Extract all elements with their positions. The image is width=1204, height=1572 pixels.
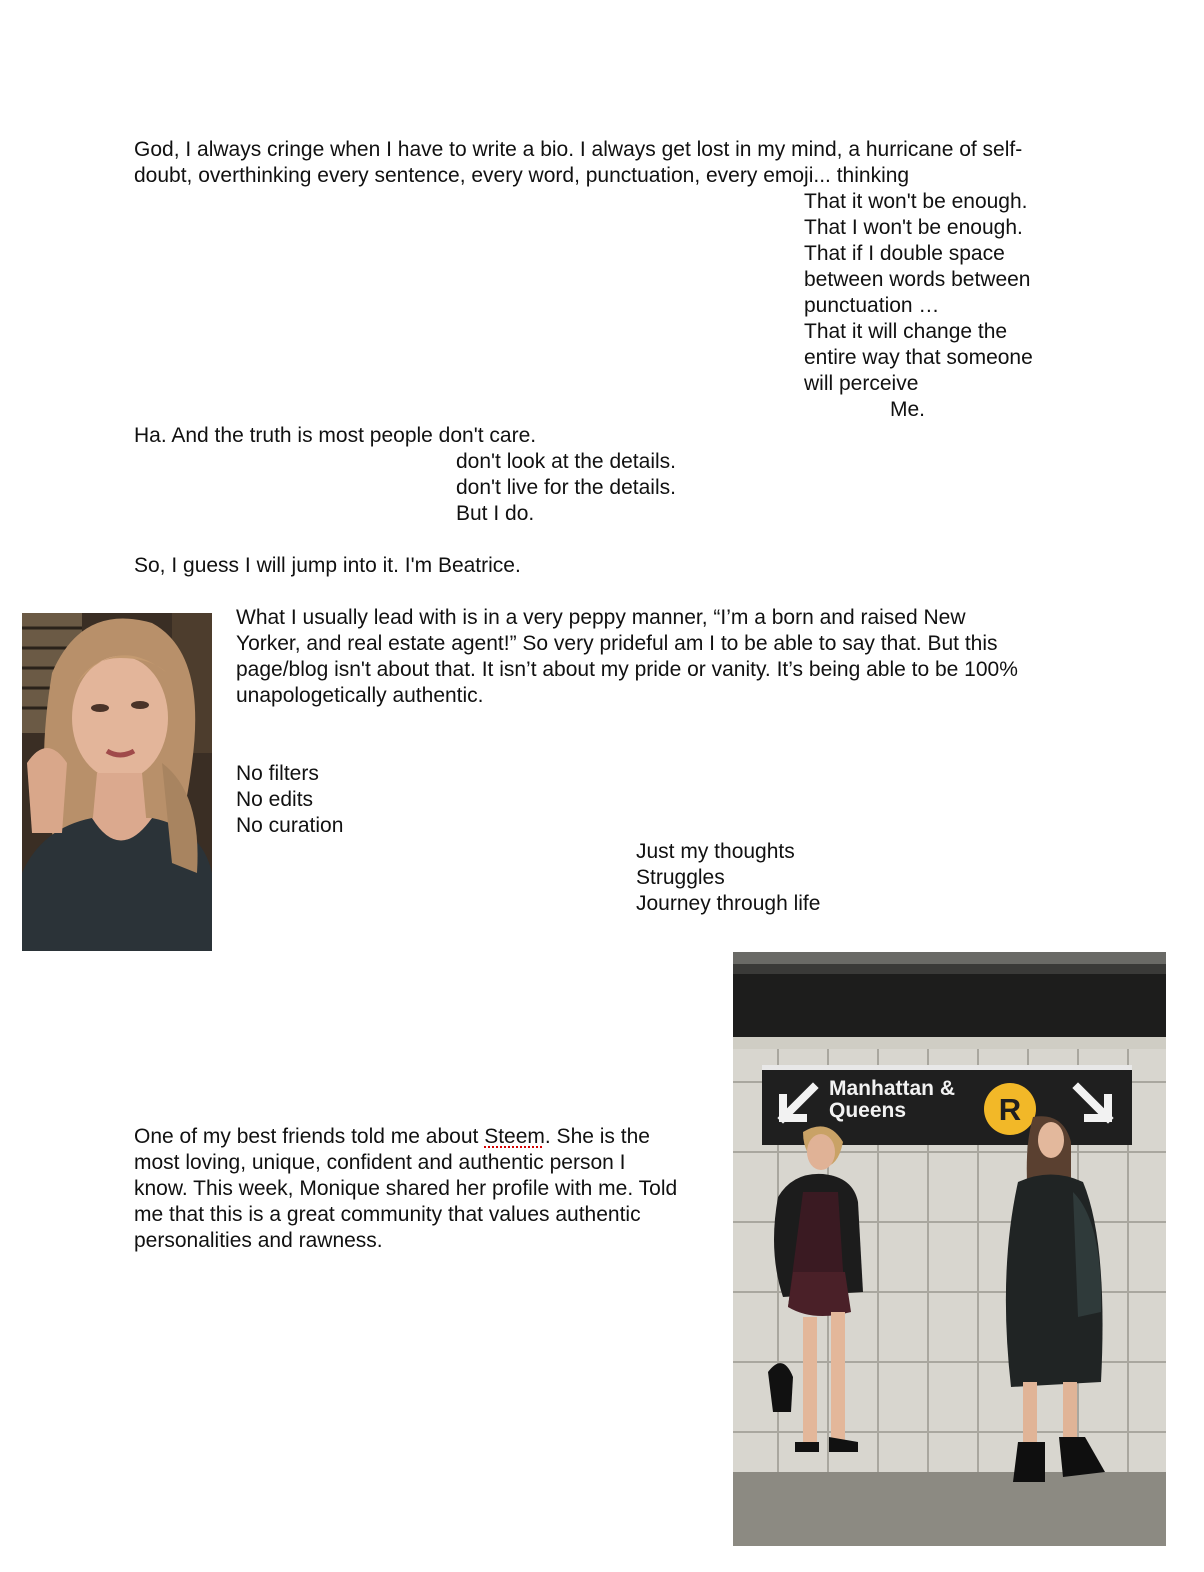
intro-paragraph bbox=[134, 137, 1022, 189]
doubt-line: That if I double space bbox=[804, 242, 1005, 265]
selfie-photo bbox=[22, 613, 212, 951]
truth-list bbox=[456, 449, 676, 527]
doubt-line: punctuation … bbox=[804, 294, 940, 317]
lead-line: Yorker, and real estate agent!” So very prideful am I to be able to say that. But this bbox=[236, 632, 998, 655]
doubt-line: will perceive bbox=[804, 372, 919, 395]
truth-line: Ha. And the truth is most people don't care. bbox=[134, 424, 537, 447]
doubt-me: Me. bbox=[890, 398, 926, 421]
doubts-list bbox=[804, 189, 1033, 423]
doubt-line: between words between bbox=[804, 268, 1031, 291]
doubt-line: That it won't be enough. bbox=[804, 190, 1028, 213]
just-item: Journey through life bbox=[636, 892, 821, 915]
friend-line-1-start: One of my best friends told me about bbox=[134, 1125, 485, 1148]
lead-line: What I usually lead with is in a very peppy manner, “I’m a born and raised New bbox=[236, 606, 966, 629]
friend-line: me that this is a great community that values authentic bbox=[134, 1203, 641, 1226]
intro-line-2: doubt, overthinking every sentence, every word, punctuation, every emoji... thinking bbox=[134, 164, 910, 187]
truth-item: But I do. bbox=[456, 502, 535, 525]
friend-line: most loving, unique, confident and authentic person I bbox=[134, 1151, 626, 1174]
lead-paragraph bbox=[236, 605, 1018, 709]
doubt-line: That it will change the bbox=[804, 320, 1008, 343]
truth-item: don't live for the details. bbox=[456, 476, 676, 499]
lead-line: page/blog isn't about that. It isn’t about my pride or vanity. It’s being able to be 100% bbox=[236, 658, 1018, 681]
sign-line-2: Queens bbox=[829, 1099, 907, 1122]
no-item: No curation bbox=[236, 814, 344, 837]
no-item: No filters bbox=[236, 762, 319, 785]
doubt-line: entire way that someone bbox=[804, 346, 1033, 369]
friend-line: personalities and rawness. bbox=[134, 1229, 383, 1252]
subway-photo bbox=[733, 952, 1166, 1546]
no-list bbox=[236, 761, 343, 839]
just-item: Just my thoughts bbox=[636, 840, 795, 863]
friend-line-1 bbox=[134, 1124, 677, 1150]
just-item: Struggles bbox=[636, 866, 725, 889]
route-letter: R bbox=[998, 1092, 1022, 1127]
doubt-line: That I won't be enough. bbox=[804, 216, 1023, 239]
friend-paragraph bbox=[134, 1124, 677, 1254]
friend-line-1-end: . She is the bbox=[544, 1125, 650, 1148]
intro-line-1: God, I always cringe when I have to write a bio. I always get lost in my mind, a hurricane of self- bbox=[134, 138, 1023, 161]
just-list bbox=[636, 839, 820, 917]
sign-line-1: Manhattan & bbox=[829, 1077, 955, 1100]
no-item: No edits bbox=[236, 788, 314, 811]
steem-word: Steem bbox=[484, 1125, 545, 1148]
truth-item: don't look at the details. bbox=[456, 450, 676, 473]
lead-line: unapologetically authentic. bbox=[236, 684, 484, 707]
friend-line: know. This week, Monique shared her profile with me. Told bbox=[134, 1177, 678, 1200]
intro-name-line: So, I guess I will jump into it. I'm Beatrice. bbox=[134, 554, 521, 577]
